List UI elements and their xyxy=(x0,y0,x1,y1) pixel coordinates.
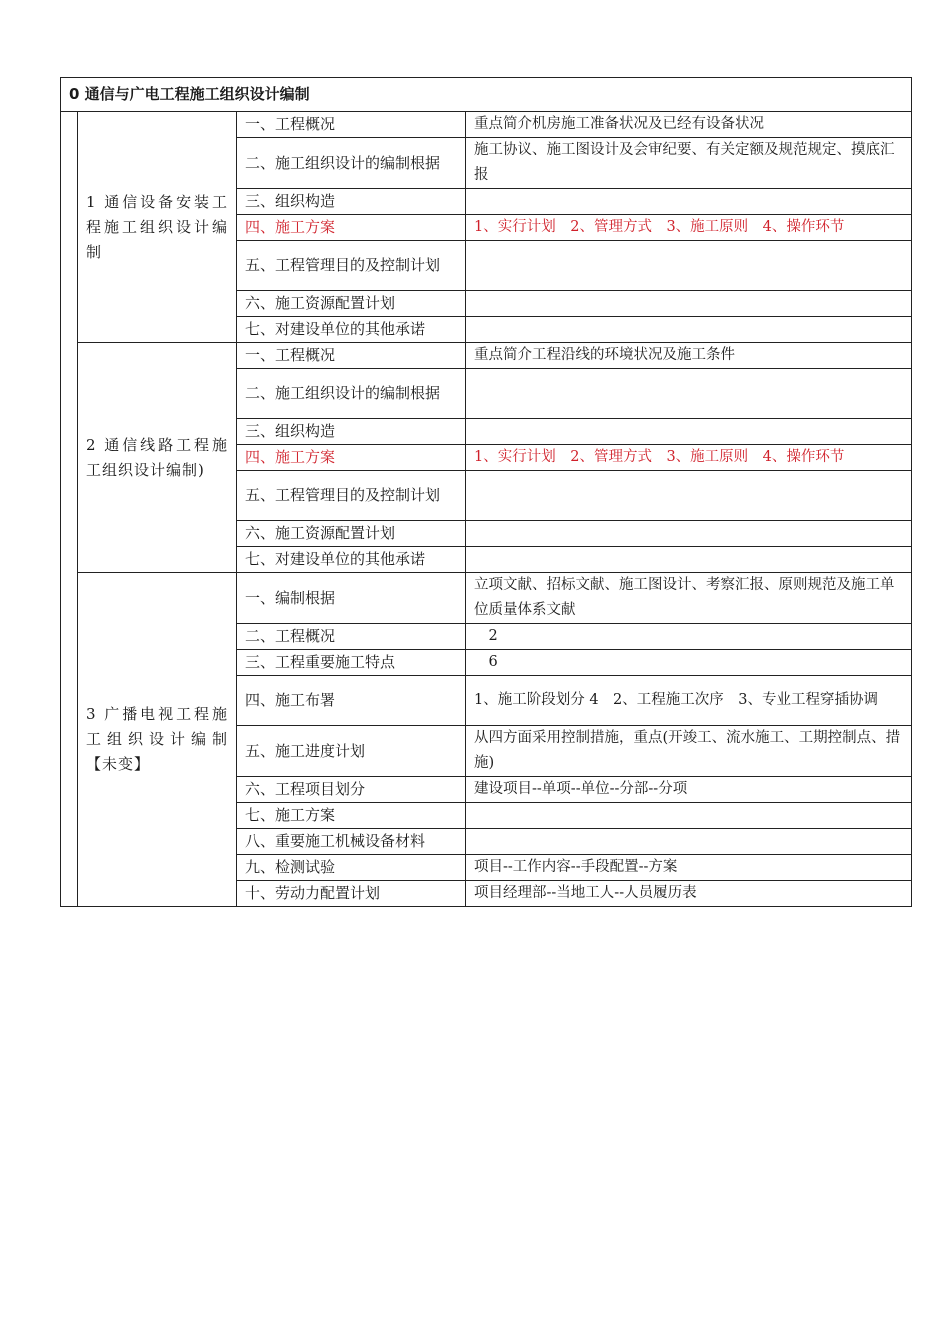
outline-item: 二、工程概况 xyxy=(237,624,466,650)
outline-item: 六、施工资源配置计划 xyxy=(237,521,466,547)
outline-item: 一、工程概况 xyxy=(237,343,466,369)
outline-description xyxy=(466,471,912,521)
outline-item: 八、重要施工机械设备材料 xyxy=(237,829,466,855)
outline-description: 从四方面采用控制措施，重点(开竣工、流水施工、工期控制点、措施) xyxy=(466,726,912,777)
outline-description: 6 xyxy=(466,650,912,676)
outline-description: 项目--工作内容--手段配置--方案 xyxy=(466,855,912,881)
outline-description xyxy=(466,419,912,445)
section-heading: 2 通信线路工程施工组织设计编制) xyxy=(78,343,237,573)
outline-item: 五、施工进度计划 xyxy=(237,726,466,777)
outline-description xyxy=(466,829,912,855)
outline-description xyxy=(466,241,912,291)
outline-item: 七、对建设单位的其他承诺 xyxy=(237,317,466,343)
outline-description xyxy=(466,369,912,419)
section-heading: 1 通信设备安装工程施工组织设计编制 xyxy=(78,112,237,343)
outline-row xyxy=(61,573,912,624)
outline-item: 四、施工方案 xyxy=(237,215,466,241)
outline-item: 一、编制根据 xyxy=(237,573,466,624)
indent-column xyxy=(61,112,78,907)
outline-item: 二、施工组织设计的编制根据 xyxy=(237,138,466,189)
outline-description: 建设项目--单项--单位--分部--分项 xyxy=(466,777,912,803)
outline-description xyxy=(466,291,912,317)
outline-item: 七、对建设单位的其他承诺 xyxy=(237,547,466,573)
outline-description: 2 xyxy=(466,624,912,650)
outline-item: 三、组织构造 xyxy=(237,189,466,215)
outline-table-body xyxy=(61,78,912,907)
outline-item: 五、工程管理目的及控制计划 xyxy=(237,241,466,291)
outline-item: 五、工程管理目的及控制计划 xyxy=(237,471,466,521)
outline-item: 四、施工布署 xyxy=(237,676,466,726)
outline-item: 六、工程项目划分 xyxy=(237,777,466,803)
outline-description xyxy=(466,803,912,829)
outline-table xyxy=(60,77,912,907)
outline-description: 重点简介工程沿线的环境状况及施工条件 xyxy=(466,343,912,369)
outline-description xyxy=(466,521,912,547)
document-title: 0 通信与广电工程施工组织设计编制 xyxy=(61,78,912,112)
outline-item: 一、工程概况 xyxy=(237,112,466,138)
outline-item: 四、施工方案 xyxy=(237,445,466,471)
outline-row xyxy=(61,112,912,138)
outline-item: 三、组织构造 xyxy=(237,419,466,445)
outline-item: 二、施工组织设计的编制根据 xyxy=(237,369,466,419)
outline-description: 立项文献、招标文献、施工图设计、考察汇报、原则规范及施工单位质量体系文献 xyxy=(466,573,912,624)
outline-description: 1、施工阶段划分 4 2、工程施工次序 3、专业工程穿插协调 xyxy=(466,676,912,726)
outline-item: 七、施工方案 xyxy=(237,803,466,829)
outline-description: 施工协议、施工图设计及会审纪要、有关定额及规范规定、摸底汇报 xyxy=(466,138,912,189)
outline-item: 三、工程重要施工特点 xyxy=(237,650,466,676)
outline-description xyxy=(466,317,912,343)
outline-description: 1、实行计划 2、管理方式 3、施工原则 4、操作环节 xyxy=(466,445,912,471)
outline-description: 1、实行计划 2、管理方式 3、施工原则 4、操作环节 xyxy=(466,215,912,241)
outline-description xyxy=(466,189,912,215)
outline-item: 九、检测试验 xyxy=(237,855,466,881)
outline-item: 六、施工资源配置计划 xyxy=(237,291,466,317)
outline-description: 重点简介机房施工准备状况及已经有设备状况 xyxy=(466,112,912,138)
title-row xyxy=(61,78,912,112)
section-heading: 3 广播电视工程施工组织设计编制【未变】 xyxy=(78,573,237,907)
outline-description: 项目经理部--当地工人--人员履历表 xyxy=(466,881,912,907)
outline-row xyxy=(61,343,912,369)
outline-item: 十、劳动力配置计划 xyxy=(237,881,466,907)
outline-description xyxy=(466,547,912,573)
